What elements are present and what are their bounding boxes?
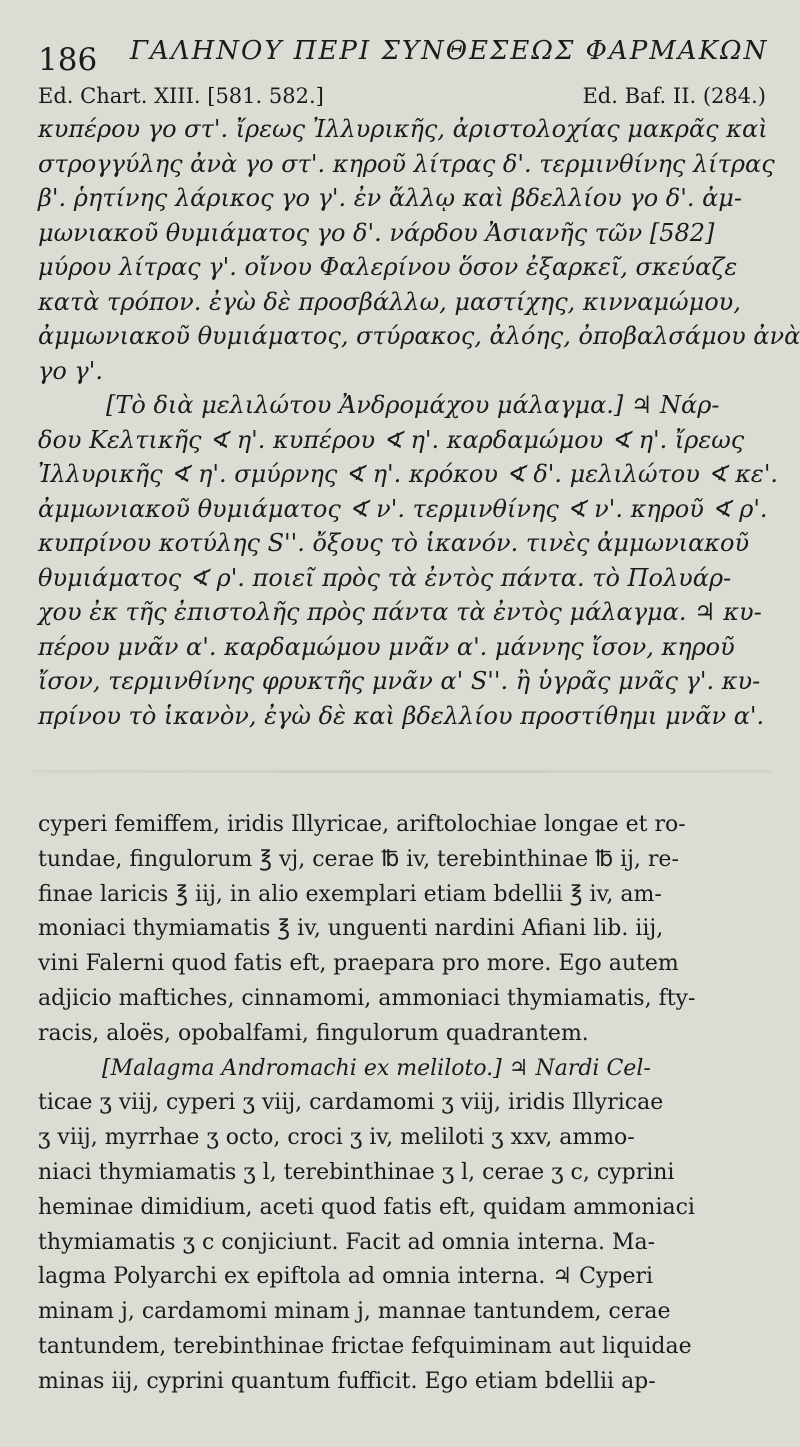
greek-line: χου ἐκ τῆς ἐπιστολῆς πρὸς πάντα τὰ ἐντὸς μάλαγμα. ♃ κυ- (38, 598, 762, 626)
faint-bleedthrough-line (32, 770, 772, 773)
latin-line: racis, aloës, opobalfami, fingulorum quadrantem. (38, 1020, 589, 1046)
greek-line: β'. ῥητίνης λάρικος γο γ'. ἐν ἄλλῳ καὶ βδελλίου γο δ'. ἀμ- (38, 184, 743, 212)
greek-text-block (38, 112, 800, 733)
greek-line: κατὰ τρόπον. ἐγὼ δὲ προσβάλλω, μαστίχης, κινναμώμου, (38, 287, 741, 316)
greek-line: πρίνου τὸ ἱκανὸν, ἐγὼ δὲ καὶ βδελλίου προστίθημι μνᾶν α'. (38, 701, 765, 730)
latin-line: minas iij, cyprini quantum fufficit. Ego etiam bdellii ap- (38, 1368, 656, 1394)
greek-line: κυπέρου γο στ'. ἴρεως Ἰλλυρικῆς, ἀριστολοχίας μακρᾶς καὶ (38, 115, 768, 143)
latin-line: cyperi femiffem, iridis Illyricae, ariftolochiae longae et ro- (38, 812, 686, 837)
greek-line: [Τὸ διὰ μελιλώτου Ἀνδρομάχου μάλαγμα.] ♃ Νάρ- (106, 391, 720, 419)
latin-line: vini Falerni quod fatis eft, praepara pro more. Ego autem (38, 951, 679, 977)
greek-line: στρογγύλης ἀνὰ γο στ'. κηροῦ λίτρας δ'. τερμινθίνης λίτρας (38, 149, 775, 178)
latin-line: thymiamatis ʒ c conjiciunt. Facit ad omnia interna. Ma- (38, 1229, 656, 1255)
edition-line (38, 84, 766, 114)
greek-line: πέρου μνᾶν α'. καρδαμώμου μνᾶν α'. μάννης ἴσον, κηροῦ (38, 632, 735, 661)
greek-line: ἀμμωνιακοῦ θυμιάματος ∢ ν'. τερμινθίνης ∢ ν'. κηροῦ ∢ ρ'. (38, 494, 768, 523)
latin-line: niaci thymiamatis ʒ l, terebinthinae ʒ l, cerae ʒ c, cyprini (38, 1159, 675, 1185)
latin-line: heminae dimidium, aceti quod fatis eft, quidam ammoniaci (38, 1194, 695, 1220)
latin-line: minam j, cardamomi minam j, mannae tantundem, cerae (38, 1299, 671, 1325)
greek-line: θυμιάματος ∢ ρ'. ποιεῖ πρὸς τὰ ἐντὸς πάντα. τὸ Πολυάρ- (38, 563, 732, 592)
edition-reference-right: Ed. Baf. II. (284.) (582, 84, 766, 108)
edition-reference-left: Ed. Chart. XIII. [581. 582.] (38, 84, 324, 108)
greek-line: μωνιακοῦ θυμιάματος γο δ'. νάρδου Ἀσιανῆς τῶν [582] (38, 218, 715, 247)
page-header (38, 30, 778, 78)
greek-line: μύρου λίτρας γ'. οἴνου Φαλερίνου ὅσον ἐξαρκεῖ, σκεύαζε (38, 253, 738, 281)
greek-line: δου Κελτικῆς ∢ η'. κυπέρου ∢ η'. καρδαμώμου ∢ η'. ἴρεως (38, 425, 745, 454)
latin-line: adjicio maftiches, cinnamomi, ammoniaci thymiamatis, fty- (38, 985, 696, 1011)
running-title: ΓΑΛΗΝΟΥ ΠΕΡΙ ΣΥΝΘΕΣΕΩΣ ΦΑΡΜΑΚΩΝ (130, 36, 769, 66)
latin-line: tantundem, terebinthinae frictae fefquiminam aut liquidae (38, 1333, 692, 1359)
latin-line: ʒ viij, myrrhae ʒ octo, croci ʒ iv, meliloti ʒ xxv, ammo- (38, 1125, 635, 1151)
greek-line: κυπρίνου κοτύλης S''. ὄξους τὸ ἱκανόν. τινὲς ἀμμωνιακοῦ (38, 529, 750, 557)
latin-line: lagma Polyarchi ex epiftola ad omnia interna. ♃ Cyperi (38, 1264, 654, 1290)
greek-line: ἴσον, τερμινθίνης φρυκτῆς μνᾶν α' S''. ἢ ὑγρᾶς μνᾶς γ'. κυ- (38, 667, 761, 695)
latin-line: finae laricis ℥ iij, in alio exemplari etiam bdellii ℥ iv, am- (38, 881, 662, 907)
page-number: 186 (38, 42, 98, 78)
latin-line: moniaci thymiamatis ℥ iv, unguenti nardini Afiani lib. iij, (38, 916, 664, 942)
latin-line: [Malagma Andromachi ex meliloto.] ♃ Nardi Cel- (102, 1055, 651, 1081)
greek-line: γο γ'. (38, 356, 103, 385)
latin-line: tundae, fingulorum ℥ vj, cerae ℔ iv, terebinthinae ℔ ij, re- (38, 846, 679, 872)
greek-line: Ἰλλυρικῆς ∢ η'. σμύρνης ∢ η'. κρόκου ∢ δ'. μελιλώτου ∢ κε'. (38, 460, 779, 488)
greek-line: ἀμμωνιακοῦ θυμιάματος, στύρακος, ἀλόης, ὀποβαλσάμου ἀνὰ (38, 322, 800, 350)
latin-line: ticae ʒ viij, cyperi ʒ viij, cardamomi ʒ viij, iridis Illyricae (38, 1090, 664, 1116)
latin-text-block (38, 808, 768, 1400)
